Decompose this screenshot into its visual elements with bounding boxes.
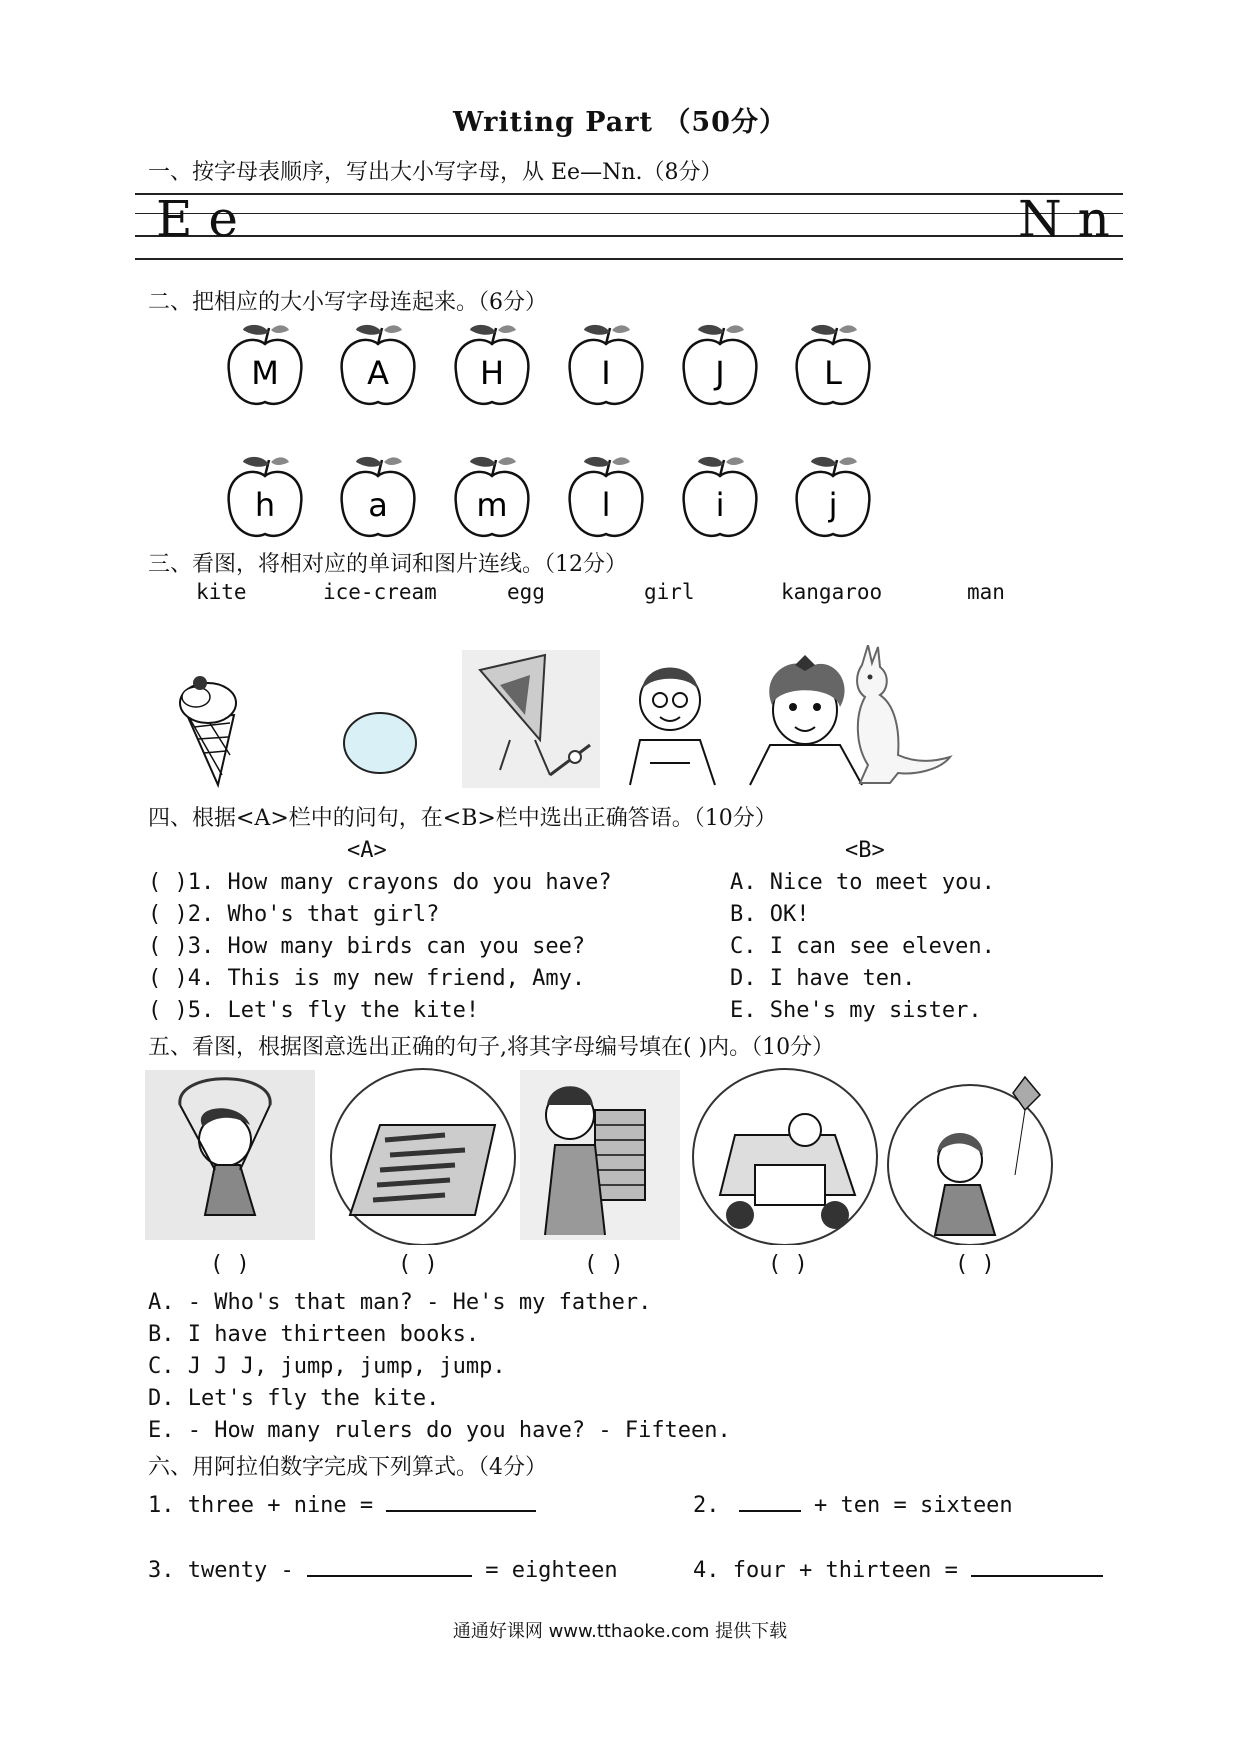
option-d: D. Let's fly the kite.: [148, 1386, 440, 1411]
option-b: B. I have thirteen books.: [148, 1322, 480, 1347]
lower-apple-i[interactable]: [684, 457, 757, 536]
upper-apple-J[interactable]: [684, 325, 757, 404]
section-5-heading: 五、看图，根据图意选出正确的句子,将其字母编号填在( )内。（10分）: [148, 1035, 835, 1060]
books-picture: [520, 1070, 680, 1240]
math-q3-text-b: = eighteen: [485, 1558, 618, 1583]
word-egg: egg: [507, 580, 545, 604]
kangaroo-picture: [857, 645, 950, 783]
apple-letters: [0, 320, 1240, 540]
answer-blank-2[interactable]: ( ): [398, 1252, 438, 1277]
lower-apple-letter: j: [828, 486, 838, 524]
answer-blank-1[interactable]: ( ): [210, 1252, 250, 1277]
upper-apple-letter: L: [824, 354, 842, 392]
math-q2-blank[interactable]: [739, 1488, 801, 1512]
answer-b: B. OK!: [730, 902, 810, 927]
lower-apple-h[interactable]: [229, 457, 302, 536]
math-q3-blank[interactable]: [307, 1553, 472, 1577]
writing-line-bottom: [135, 258, 1123, 260]
car-picture: [693, 1069, 877, 1245]
jump-rope-picture: [145, 1070, 315, 1240]
section-4-heading: 四、根据<A>栏中的问句，在<B>栏中选出正确答语。（10分）: [148, 806, 777, 831]
answer-blank-4[interactable]: ( ): [768, 1252, 808, 1277]
math-q4-blank[interactable]: [971, 1553, 1103, 1577]
upper-apple-letter: H: [479, 354, 505, 392]
column-b-label: <B>: [845, 838, 885, 863]
math-q3: [148, 1553, 618, 1583]
answer-a: A. Nice to meet you.: [730, 870, 995, 895]
math-q1: [148, 1488, 536, 1518]
upper-apple-L[interactable]: [797, 325, 870, 404]
lower-apple-letter: h: [254, 486, 276, 524]
math-q1-blank[interactable]: [386, 1488, 536, 1512]
page-title: Writing Part （50分）: [453, 107, 787, 138]
math-q2-number: 2.: [693, 1493, 720, 1518]
word-man: man: [967, 580, 1005, 604]
writing-line-top: [135, 193, 1123, 195]
section-3-heading: 三、看图，将相对应的单词和图片连线。（12分）: [148, 552, 627, 577]
upper-apple-I[interactable]: [570, 325, 643, 404]
man-picture: [630, 668, 715, 786]
upper-apple-letter: A: [367, 354, 389, 392]
option-a: A. - Who's that man? - He's my father.: [148, 1290, 652, 1315]
girl-picture: [750, 655, 862, 785]
kite-girl-picture: [888, 1077, 1052, 1245]
lower-apple-l[interactable]: [570, 457, 643, 536]
math-q4: [693, 1553, 1103, 1583]
upper-apple-M[interactable]: [229, 325, 302, 404]
question-4: ( )4. This is my new friend, Amy.: [148, 966, 586, 991]
scene-pictures: [145, 1065, 1095, 1245]
upper-apple-A[interactable]: [342, 325, 415, 404]
lower-apple-letter: i: [715, 486, 725, 524]
egg-picture: [344, 713, 416, 773]
lower-apple-j[interactable]: [797, 457, 870, 536]
question-1: ( )1. How many crayons do you have?: [148, 870, 612, 895]
math-q2-text: + ten = sixteen: [814, 1493, 1013, 1518]
footer-credit: 通通好课网 www.tthaoke.com 提供下载: [452, 1621, 788, 1642]
kite-picture: [462, 650, 600, 788]
section-6-heading: 六、用阿拉伯数字完成下列算式。（4分）: [148, 1455, 547, 1480]
option-e: E. - How many rulers do you have? - Fifteen.: [148, 1418, 731, 1443]
end-letters: N n: [1018, 190, 1110, 248]
answer-blank-5[interactable]: ( ): [955, 1252, 995, 1277]
question-2: ( )2. Who's that girl?: [148, 902, 440, 927]
writing-line-base: [135, 235, 1123, 237]
ice-cream-picture: [180, 676, 236, 785]
rulers-picture: [331, 1069, 515, 1245]
math-q1-text: 1. three + nine =: [148, 1493, 374, 1518]
answer-blank-3[interactable]: ( ): [584, 1252, 624, 1277]
word-girl: girl: [644, 580, 695, 604]
answer-c: C. I can see eleven.: [730, 934, 995, 959]
answer-d: D. I have ten.: [730, 966, 916, 991]
writing-line-mid: [135, 213, 1123, 214]
lower-apple-letter: a: [368, 486, 388, 524]
question-5: ( )5. Let's fly the kite!: [148, 998, 480, 1023]
lower-apple-letter: m: [476, 486, 508, 524]
math-q2: [693, 1488, 1013, 1518]
question-3: ( )3. How many birds can you see?: [148, 934, 586, 959]
section-1-heading: 一、按字母表顺序，写出大小写字母，从 Ee—Nn.（8分）: [148, 160, 723, 185]
upper-apple-letter: I: [601, 354, 611, 392]
word-kangaroo: kangaroo: [781, 580, 883, 604]
answer-e: E. She's my sister.: [730, 998, 982, 1023]
lower-apple-letter: l: [601, 486, 611, 524]
lower-apple-a[interactable]: [342, 457, 415, 536]
start-letters: E e: [156, 190, 238, 248]
column-a-label: <A>: [347, 838, 387, 863]
lower-apple-m[interactable]: [456, 457, 529, 536]
section-2-heading: 二、把相应的大小写字母连起来。（6分）: [148, 290, 547, 315]
upper-apple-letter: J: [715, 354, 725, 392]
math-q4-text: 4. four + thirteen =: [693, 1558, 958, 1583]
upper-apple-H[interactable]: [456, 325, 529, 404]
picture-row: [150, 645, 1070, 795]
word-ice-cream: ice-cream: [323, 580, 437, 604]
math-q3-text-a: 3. twenty -: [148, 1558, 294, 1583]
word-kite: kite: [196, 580, 247, 604]
option-c: C. J J J, jump, jump, jump.: [148, 1354, 506, 1379]
upper-apple-letter: M: [251, 354, 279, 392]
